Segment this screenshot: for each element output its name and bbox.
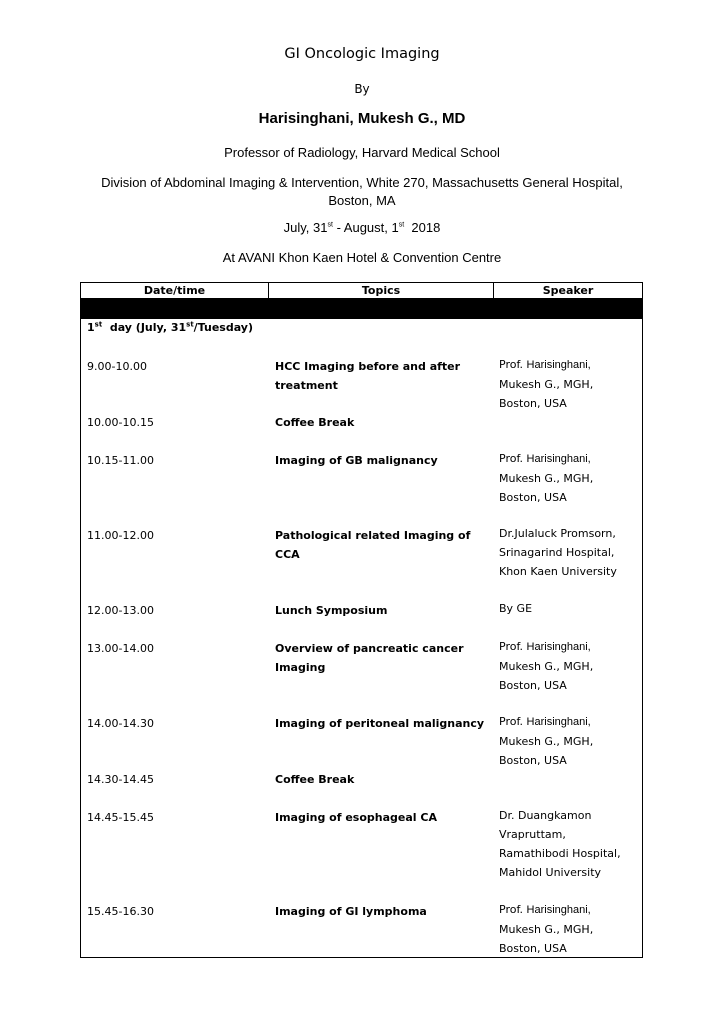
- document-title: GI Oncologic Imaging: [284, 46, 440, 62]
- speaker-line3: Ramathibodi Hospital,: [499, 847, 621, 860]
- speaker-name-line: Dr. Duangkamon: [499, 809, 592, 822]
- row-speaker: [499, 355, 639, 413]
- dates-sup1: st: [327, 221, 333, 229]
- row-speaker: [499, 806, 639, 882]
- day-weekday: /Tuesday): [193, 321, 253, 334]
- day-text: day (July, 31: [102, 321, 187, 334]
- row-speaker: [499, 449, 639, 507]
- by-label: By: [354, 82, 370, 96]
- dates-part3: 2018: [404, 220, 441, 235]
- speaker-position: Professor of Radiology, Harvard Medical School: [224, 145, 500, 160]
- speaker-division: Division of Abdominal Imaging & Intervention, White 270, Massachusetts General Hospital, Boston, MA: [101, 175, 623, 208]
- row-topic: Imaging of GI lymphoma: [275, 905, 427, 918]
- dates-part1: July, 31: [283, 220, 328, 235]
- speaker-line2: Mukesh G., MGH,: [499, 472, 594, 485]
- event-dates: [0, 220, 724, 235]
- speaker-name-line: By GE: [499, 602, 533, 615]
- column-header-speaker: Speaker: [542, 284, 594, 297]
- speaker-line3: Boston, USA: [499, 491, 567, 504]
- row-topic: Pathological related Imaging of CCA: [275, 529, 471, 561]
- speaker-prefix: Prof.: [499, 640, 527, 653]
- row-topic: Overview of pancreatic cancer Imaging: [275, 642, 464, 674]
- speaker-name-line: Dr.Julaluck Promsorn,: [499, 527, 616, 540]
- venue: At AVANI Khon Kaen Hotel & Convention Centre: [222, 250, 502, 265]
- speaker-prefix: Prof.: [499, 715, 527, 728]
- column-header-datetime: Date/time: [143, 284, 206, 297]
- speaker-prefix: Prof.: [499, 903, 527, 916]
- row-time: 14.45-15.45: [87, 811, 154, 824]
- row-topic: Coffee Break: [275, 773, 355, 786]
- row-topic: Coffee Break: [275, 416, 355, 429]
- speaker-prefix: Prof.: [499, 452, 527, 465]
- speaker-line3: Boston, USA: [499, 679, 567, 692]
- row-time: 13.00-14.00: [87, 642, 154, 655]
- speaker-line2: Srinagarind Hospital,: [499, 546, 615, 559]
- row-time: 14.00-14.30: [87, 717, 154, 730]
- day-num: 1: [87, 321, 95, 334]
- speaker-name: Harisinghani, Mukesh G., MD: [258, 110, 466, 127]
- speaker-line2: Mukesh G., MGH,: [499, 923, 594, 936]
- row-speaker: [499, 900, 639, 958]
- row-speaker: [499, 524, 639, 581]
- speaker-line3: Boston, USA: [499, 754, 567, 767]
- speaker-prefix: Prof.: [499, 358, 527, 371]
- row-speaker: [499, 637, 639, 695]
- day-num-sup: st: [94, 320, 103, 329]
- speaker-name-line: Harisinghani,: [526, 641, 591, 653]
- dates-part2: - August, 1: [332, 220, 399, 235]
- column-header-topics: Topics: [361, 284, 401, 297]
- speaker-line2: Mukesh G., MGH,: [499, 660, 594, 673]
- speaker-line2: Mukesh G., MGH,: [499, 735, 594, 748]
- speaker-name-line: Harisinghani,: [526, 359, 591, 371]
- row-topic: Imaging of esophageal CA: [275, 811, 437, 824]
- speaker-line2: Vrapruttam,: [499, 828, 566, 841]
- schedule-table: [80, 282, 643, 958]
- header-black-bar: [81, 299, 642, 319]
- speaker-line3: Boston, USA: [499, 942, 567, 955]
- row-time: 12.00-13.00: [87, 604, 154, 617]
- row-speaker: [499, 599, 639, 618]
- day-heading: [87, 321, 253, 334]
- speaker-line3: Khon Kaen University: [499, 565, 617, 578]
- row-time: 15.45-16.30: [87, 905, 154, 918]
- row-time: 10.15-11.00: [87, 454, 154, 467]
- speaker-name-line: Harisinghani,: [526, 904, 591, 916]
- speaker-line2: Mukesh G., MGH,: [499, 378, 594, 391]
- row-time: 14.30-14.45: [87, 773, 154, 786]
- row-topic: Imaging of peritoneal malignancy: [275, 717, 485, 730]
- row-topic: HCC Imaging before and after treatment: [275, 360, 461, 392]
- row-speaker: [499, 712, 639, 770]
- row-topic: Imaging of GB malignancy: [275, 454, 438, 467]
- speaker-line3: Boston, USA: [499, 397, 567, 410]
- row-time: 11.00-12.00: [87, 529, 154, 542]
- dates-sup2: st: [398, 221, 405, 229]
- speaker-name-line: Harisinghani,: [526, 716, 591, 728]
- speaker-name-line: Harisinghani,: [526, 453, 591, 465]
- speaker-line4: Mahidol University: [499, 866, 602, 879]
- row-time: 10.00-10.15: [87, 416, 154, 429]
- row-time: 9.00-10.00: [87, 360, 147, 373]
- row-topic: Lunch Symposium: [275, 604, 388, 617]
- day-date-sup: st: [186, 320, 194, 329]
